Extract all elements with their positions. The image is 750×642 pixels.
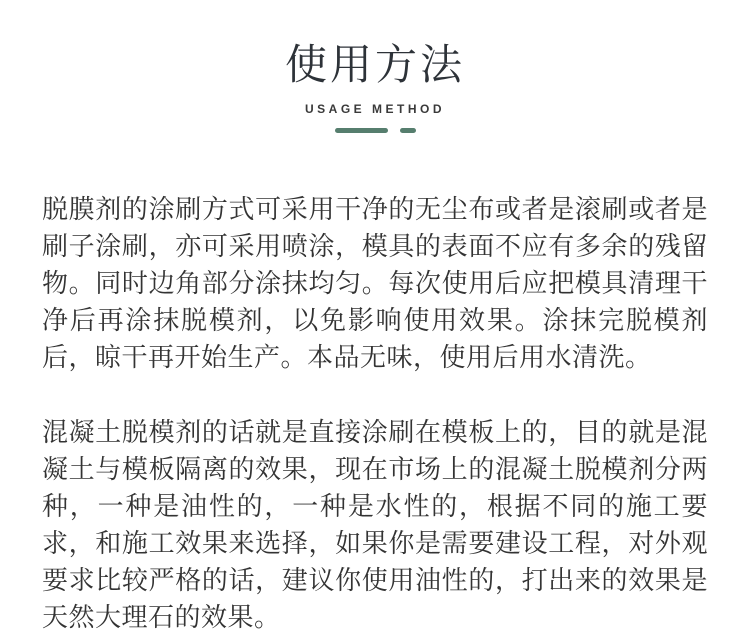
body-content (42, 191, 708, 636)
divider-bar-short (400, 128, 416, 133)
divider-bar-long (335, 128, 388, 133)
section-title: 使用方法 (284, 41, 465, 88)
paragraph-concrete-release-agent: 混凝土脱模剂的话就是直接涂刷在模板上的，目的就是混凝土与模板隔离的效果，现在市场上的混凝土脱模剂分两种，一种是油性的，一种是水性的，根据不同的施工要求，和施工效果来选择，如果你是需要建设工程，对外观要求比较严格的话，建议你使用油性的，打出来的效果是天然大理石的效果。 (42, 416, 708, 632)
paragraph-application-method: 脱膜剂的涂刷方式可采用干净的无尘布或者是滚刷或者是刷子涂刷，亦可采用喷涂，模具的表面不应有多余的残留物。同时边角部分涂抹均匀。每次使用后应把模具清理干净后再涂抹脱模剂，以免影响使用效果。涂抹完脱模剂后，晾干再开始生产。本品无味，使用后用水清洗。 (42, 193, 708, 372)
divider (0, 128, 750, 134)
section-header (0, 0, 750, 134)
section-subtitle: USAGE METHOD (304, 101, 445, 116)
